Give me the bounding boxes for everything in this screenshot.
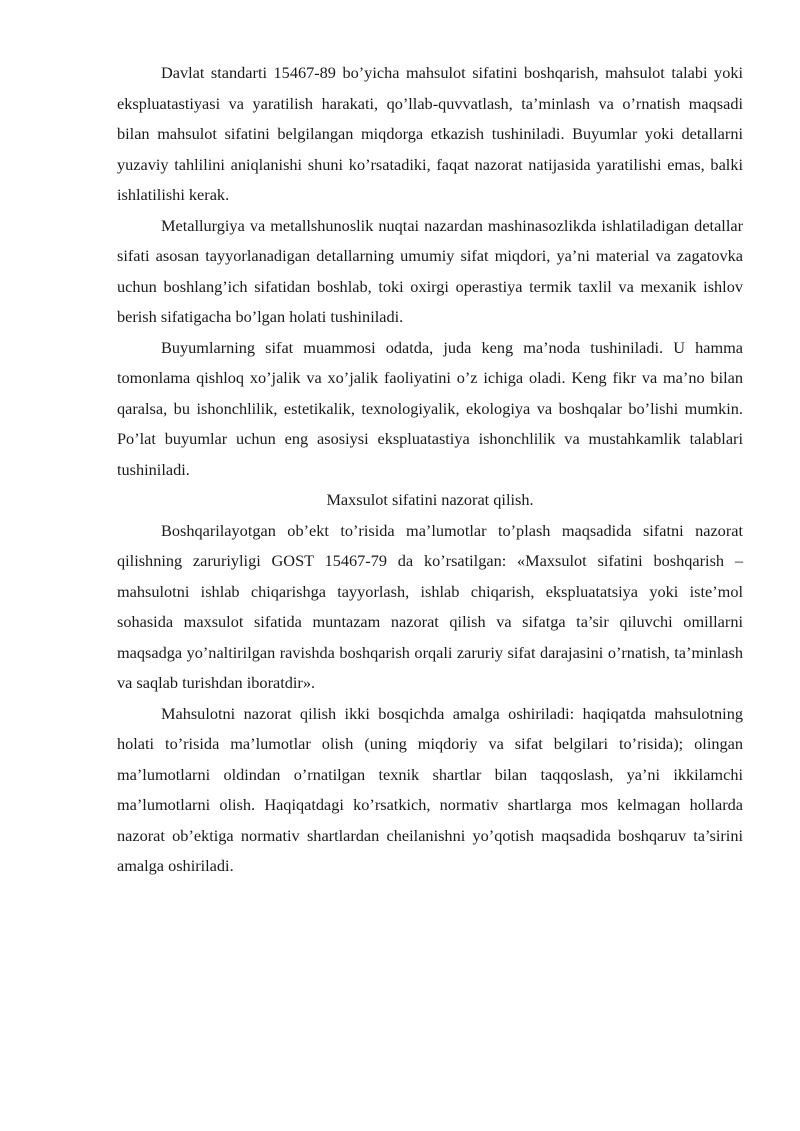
paragraph-gost-control: Boshqarilayotgan ob’ekt to’risida ma’lumotlar to’plash maqsadida sifatni nazorat qilishning zaruriyligi GOST 15467-79 da ko’rsatilgan: «Maxsulot sifatini boshqarish – mahsulotni ishlab chiqarishga tayyorlash, ishlab chiqarish, ekspluatatsiya yoki iste’mol sohasida maxsulot sifatida muntazam nazorat qilish va sifatga ta’sir qiluvchi omillarni maqsadga yo’naltirilgan ravishda boshqarish orqali zaruriy sifat darajasini o’rnatish, ta’minlash va saqlab turishdan iboratdir». xyxy=(117,520,743,692)
paragraph-metallurgy: Metallurgiya va metallshunoslik nuqtai nazardan mashinasozlikda ishlatiladigan detallar sifati asosan tayyorlanadigan detallarning umumiy sifat miqdori, ya’ni material va zagatovka uchun boshlang’ich sifatidan boshlab, toki oxirgi operastiya termik taxlil va mexanik ishlov berish sifatigacha bo’lgan holati tushiniladi. xyxy=(117,215,743,326)
section-heading: Maxsulot sifatini nazorat qilish. xyxy=(326,490,534,509)
paragraph-two-stages: Mahsulotni nazorat qilish ikki bosqichda amalga oshiriladi: haqiqatda mahsulotning holati to’risida ma’lumotlar olish (uning miqdoriy va sifat belgilari to’risida); olingan ma’lumotlarni oldindan o’rnatilgan texnik shartlar bilan taqqoslash, ya’ni ikkilamchi ma’lumotlarni olish. Haqiqatdagi ko’rsatkich, normativ shartlarga mos kelmagan hollarda nazorat ob’ektiga normativ shartlardan cheilanishni yo’qotish maqsadida boshqaruv ta’sirini amalga oshiriladi. xyxy=(117,703,743,875)
paragraph-quality-problem: Buyumlarning sifat muammosi odatda, juda keng ma’noda tushiniladi. U hamma tomonlama qishloq xo’jalik va xo’jalik faoliyatini o’z ichiga oladi. Keng fikr va ma’no bilan qaralsa, bu ishonchlilik, estetikalik, texnologiyalik, ekologiya va boshqalar bo’lishi mumkin. Po’lat buyumlar uchun eng asosiysi ekspluatastiya ishonchlilik va mustahkamlik talablari tushiniladi. xyxy=(117,337,743,479)
document-body xyxy=(117,58,743,882)
paragraph-standard-definition: Davlat standarti 15467-89 bo’yicha mahsulot sifatini boshqarish, mahsulot talabi yoki ekspluatastiyasi va yaratilish harakati, qo’llab-quvvatlash, ta’minlash va o’rnatish maqsadi bilan mahsulot sifatini belgilangan miqdorga etkazish tushiniladi. Buyumlar yoki detallarni yuzaviy tahlilini aniqlanishi shuni ko’rsatadiki, faqat nazorat natijasida yaratilishi emas, balki ishlatilishi kerak. xyxy=(117,63,743,204)
